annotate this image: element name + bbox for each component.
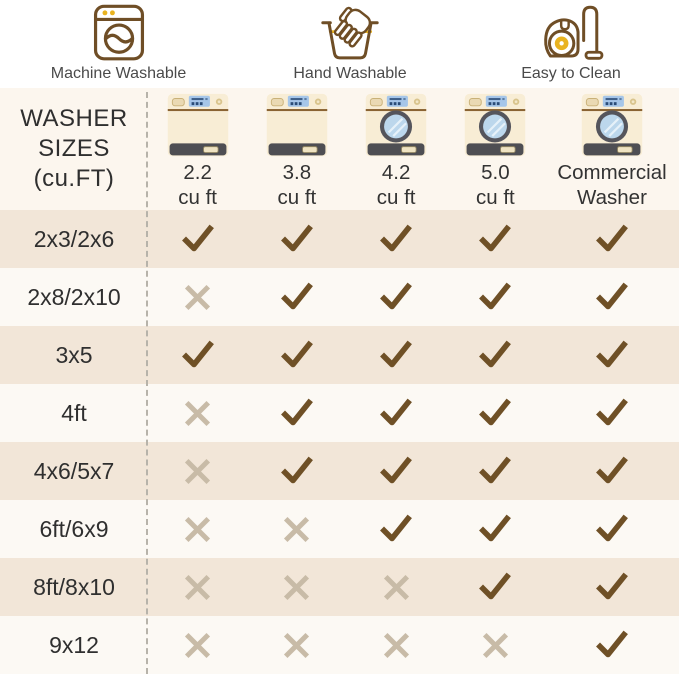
feature-legend [0,0,679,88]
row-cells [148,500,679,558]
check-mark-icon [347,500,446,558]
column-header [446,88,545,210]
table-row [0,616,679,674]
x-mark-icon [148,442,247,500]
legend-item-machine-washable [0,0,237,88]
column-headers [148,88,679,210]
column-unit-label: Washer [577,186,647,209]
column-header [347,88,446,210]
column-header [148,88,247,210]
row-cells [148,268,679,326]
check-mark-icon [247,442,346,500]
check-mark-icon [347,210,446,268]
x-mark-icon [148,616,247,674]
table-body [0,210,679,674]
rug-size-label: 4x6/5x7 [33,457,115,484]
rug-size-label: 4ft [61,399,87,426]
x-mark-icon [148,558,247,616]
check-mark-icon [347,326,446,384]
row-cells [148,326,679,384]
legend-item-easy-to-clean [463,0,679,88]
check-mark-icon [545,616,679,674]
rug-size-label: 6ft/6x9 [39,515,109,542]
check-mark-icon [545,500,679,558]
check-mark-icon [446,500,545,558]
rug-size-label: 2x8/2x10 [27,283,121,310]
row-cells [148,384,679,442]
check-mark-icon [446,210,545,268]
row-cells [148,210,679,268]
check-mark-icon [446,384,545,442]
washer-top-load-icon [165,92,231,160]
column-size-label: 4.2 [381,161,411,184]
table-row [0,558,679,616]
column-size-label: 2.2 [183,161,212,184]
check-mark-icon [347,268,446,326]
check-mark-icon [247,326,346,384]
column-unit-label: cu ft [376,186,416,209]
x-mark-icon [148,384,247,442]
corner-line-2: SIZES [38,135,110,162]
washer-top-load-icon [264,92,330,160]
check-mark-icon [446,326,545,384]
row-cells [148,442,679,500]
x-mark-icon [247,558,346,616]
table-row [0,500,679,558]
corner-label [0,88,148,210]
check-mark-icon [247,384,346,442]
x-mark-icon [347,616,446,674]
check-mark-icon [545,268,679,326]
column-unit-label: cu ft [277,186,317,209]
check-mark-icon [446,558,545,616]
legend-label: Machine Washable [50,65,187,82]
check-mark-icon [247,268,346,326]
rug-size-label: 8ft/8x10 [33,573,115,600]
rug-size-label: 9x12 [49,631,99,658]
washer-size-table [0,88,679,674]
legend-item-hand-washable [237,0,463,88]
x-mark-icon [446,616,545,674]
table-row [0,442,679,500]
legend-label: Hand Washable [293,65,407,82]
column-size-label: 5.0 [481,161,510,184]
hand-wash-icon [314,3,386,63]
column-size-label: 3.8 [282,161,312,184]
row-cells [148,558,679,616]
washer-front-load-icon [462,92,528,160]
legend-label: Easy to Clean [521,65,621,82]
washer-front-load-icon [579,92,645,160]
check-mark-icon [545,326,679,384]
corner-line-1: WASHER [20,105,128,132]
rug-size-label: 2x3/2x6 [33,225,115,252]
table-header [0,88,679,210]
check-mark-icon [446,442,545,500]
check-mark-icon [545,442,679,500]
column-unit-label: cu ft [476,186,515,209]
column-unit-label: cu ft [178,186,217,209]
check-mark-icon [347,442,446,500]
column-header [545,88,679,210]
table-row [0,326,679,384]
check-mark-icon [247,210,346,268]
washing-machine-icon [87,3,151,63]
dashed-divider [146,92,148,674]
check-mark-icon [545,558,679,616]
x-mark-icon [347,558,446,616]
table-row [0,268,679,326]
row-cells [148,616,679,674]
corner-line-3: (cu.FT) [33,165,115,192]
check-mark-icon [148,326,247,384]
rug-size-label: 3x5 [55,341,93,368]
column-header [247,88,346,210]
washer-front-load-icon [363,92,429,160]
x-mark-icon [148,500,247,558]
x-mark-icon [148,268,247,326]
check-mark-icon [545,384,679,442]
column-size-label: Commercial [557,161,667,184]
x-mark-icon [247,616,346,674]
check-mark-icon [148,210,247,268]
check-mark-icon [347,384,446,442]
check-mark-icon [545,210,679,268]
table-row [0,384,679,442]
vacuum-cleaner-icon [536,3,606,63]
check-mark-icon [446,268,545,326]
x-mark-icon [247,500,346,558]
table-row [0,210,679,268]
